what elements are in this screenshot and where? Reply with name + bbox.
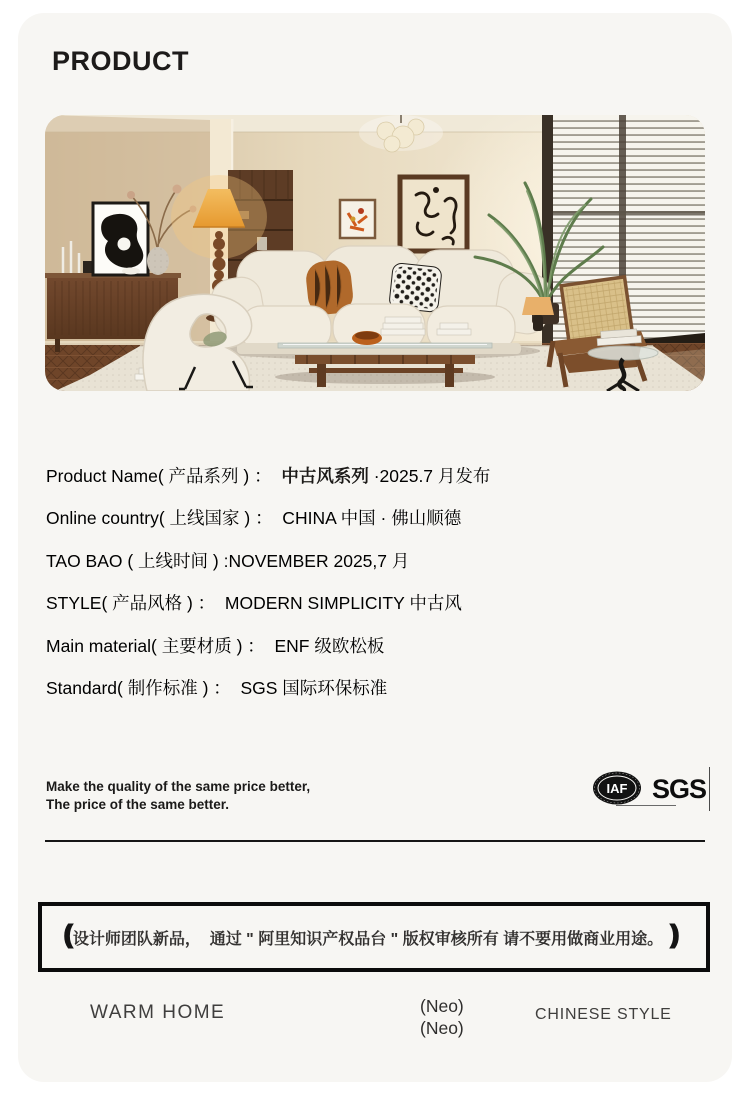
- footer-neo: [420, 995, 464, 1039]
- sgs-horizontal-rule: [616, 805, 676, 806]
- page-title: PRODUCT: [52, 46, 189, 76]
- sgs-logo: [652, 769, 708, 811]
- spec-row: Main material( 主要材质 ) ： ENF 级欧松板: [46, 635, 385, 656]
- close-quote-icon: )): [669, 918, 674, 949]
- svg-text:IAF: IAF: [606, 781, 628, 796]
- footer-neo-line2: (Neo): [420, 1018, 464, 1038]
- sgs-vertical-rule: [709, 767, 711, 811]
- tagline-line2: The price of the same better.: [46, 796, 230, 812]
- product-card: [18, 13, 732, 1082]
- spec-row: Standard( 制作标准 ) ： SGS 国际环保标准: [46, 677, 388, 698]
- footer-chinese-style: CHINESE STYLE: [535, 1006, 672, 1023]
- wall-art-large: [400, 177, 467, 251]
- divider-line: [45, 840, 705, 842]
- copyright-notice-text: 设计师团队新品， 通过 " 阿里知识产权品台 " 版权审核所有 请不要用做商业用途。: [72, 930, 664, 948]
- iaf-badge-icon: [592, 770, 642, 806]
- tagline: [46, 778, 310, 813]
- spec-row: TAO BAO ( 上线时间 ) :NOVEMBER 2025,7 月: [46, 550, 410, 571]
- copyright-notice-box: [38, 902, 710, 972]
- open-quote-icon: ((: [62, 918, 67, 949]
- spec-row: STYLE( 产品风格 ) ： MODERN SIMPLICITY 中古风: [46, 593, 462, 614]
- sgs-wordmark: SGS: [652, 774, 707, 804]
- spec-row: Online country( 上线国家 ) ： CHINA 中国 · 佛山顺德: [46, 508, 462, 529]
- wall-art-small: [340, 200, 375, 238]
- spec-row: Product Name( 产品系列 ) ： 中古风系列 ·2025.7 月发布: [46, 466, 491, 486]
- footer-neo-line1: (Neo): [420, 996, 464, 1016]
- tagline-line1: Make the quality of the same price better,: [46, 779, 311, 794]
- spec-list: [46, 462, 696, 716]
- living-room-photo: [45, 115, 705, 391]
- living-room-scene: [45, 115, 705, 391]
- footer-warm-home: WARM HOME: [90, 1002, 226, 1023]
